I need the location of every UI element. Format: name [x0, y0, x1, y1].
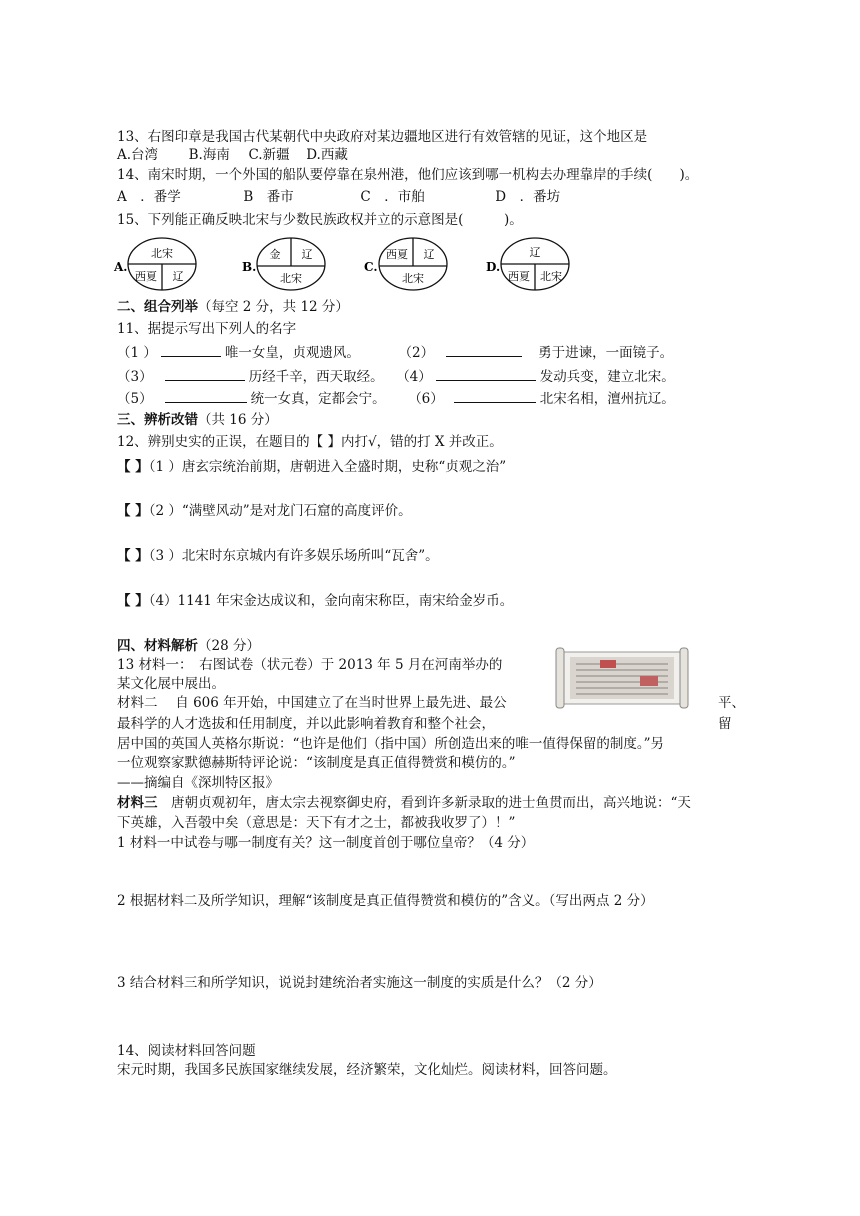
exam-scroll-image — [556, 646, 688, 710]
q11-row-1 — [117, 343, 673, 362]
judge-text-2: （2 ）“满壁风动”是对龙门石窟的高度评价。 — [148, 503, 412, 519]
diagram-b-cell-1: 金 — [269, 248, 281, 261]
diagram-d — [486, 238, 569, 290]
judge-text-3: （3 ）北宋时东京城内有许多娱乐场所叫“瓦舍”。 — [148, 548, 439, 564]
material-3-line-1 — [117, 794, 691, 812]
material-2-source: ——摘编自《深圳特区报》 — [117, 775, 279, 791]
diagram-a-cell-1: 北宋 — [151, 247, 173, 260]
section-4-note: （28 分） — [198, 638, 260, 654]
answer-bracket-2[interactable]: 【 】 — [117, 503, 149, 519]
diagram-d-letter: D. — [486, 260, 501, 274]
material-2-tail-2: 留 — [718, 716, 732, 732]
blank-6[interactable] — [454, 389, 536, 403]
sub-question-3: 3 结合材料三和所学知识，说说封建统治者实施这一制度的实质是什么？（2 分） — [117, 975, 602, 991]
section-4-heading — [117, 637, 260, 655]
answer-bracket-1[interactable]: 【 】 — [117, 459, 149, 475]
q11-row-2 — [117, 367, 675, 386]
material-1-line-1: 13 材料一： 右图试卷（状元卷）于 2013 年 5 月在河南举办的 — [117, 657, 503, 673]
option-c: C ．市舶 — [360, 189, 425, 205]
item-2-num: （2） — [398, 345, 435, 361]
material-3-line-2: 下英雄，入吾彀中矣（意思是：天下有才之士，都被我收罗了）！” — [117, 815, 516, 831]
blank-3[interactable] — [165, 367, 245, 381]
diagram-a-cell-2: 西夏 — [135, 270, 157, 283]
diagram-c-cell-1: 西夏 — [386, 248, 408, 261]
item-5-num: （5） — [117, 391, 153, 407]
judge-item-3 — [117, 547, 439, 565]
material-2-line-4: 一位观察家默德赫斯特评论说：“该制度是真正值得赞赏和模仿的。” — [117, 755, 516, 771]
judge-item-4 — [117, 592, 513, 610]
section-2-note: （每空 2 分，共 12 分） — [198, 299, 349, 315]
diagram-a — [113, 238, 196, 290]
section-2-heading — [117, 298, 349, 316]
q15-diagrams — [114, 234, 562, 298]
diagram-c-letter: C. — [364, 260, 378, 274]
judge-item-1 — [117, 458, 506, 476]
item-3-num: （3） — [117, 369, 153, 385]
q13-stem: 13、右图印章是我国古代某朝代中央政府对某边疆地区进行有效管辖的见证，这个地区是 — [117, 129, 648, 145]
section-3-title: 三、辨析改错 — [117, 412, 198, 428]
q14-stem: 14、南宋时期，一个外国的船队要停靠在泉州港，他们应该到哪一机构去办理靠岸的手续( )。 — [117, 167, 699, 183]
diagram-c-cell-3: 北宋 — [402, 272, 424, 285]
option-a: A ．番学 — [117, 189, 181, 205]
section-3-note: （共 16 分） — [198, 412, 278, 428]
option-b: B.海南 — [188, 147, 230, 163]
judge-text-1: （1 ）唐玄宗统治前期，唐朝进入全盛时期，史称“贞观之治” — [148, 459, 507, 475]
q15-stem: 15、下列能正确反映北宋与少数民族政权并立的示意图是( )。 — [117, 212, 523, 228]
q11-stem: 11、据提示写出下列人的名字 — [117, 321, 297, 337]
blank-1[interactable] — [161, 343, 221, 357]
section-2-title: 二、组合列举 — [117, 299, 198, 315]
material-1-line-2: 某文化展中展出。 — [117, 676, 225, 692]
diagram-b-letter: B. — [242, 260, 257, 274]
option-d: D.西藏 — [306, 147, 348, 163]
answer-bracket-4[interactable]: 【 】 — [117, 593, 149, 609]
diagram-b-cell-3: 北宋 — [280, 272, 302, 285]
sub-question-2: 2 根据材料二及所学知识，理解“该制度是真正值得赞赏和模仿的”含义。（写出两点 2 分） — [117, 893, 654, 909]
item-4-text: 发动兵变，建立北宋。 — [539, 369, 675, 385]
material-3-text-1: 唐朝贞观初年，唐太宗去视察御史府，看到许多新录取的进士鱼贯而出，高兴地说：“天 — [157, 795, 691, 811]
q12-stem: 12、辨别史实的正误，在题目的【 】内打√，错的打 X 并改正。 — [117, 434, 503, 450]
diagram-b-cell-2: 辽 — [301, 248, 313, 261]
material-2-line-2: 最科学的人才选拔和任用制度，并以此影响着教育和整个社会， — [117, 716, 495, 732]
option-d: D ．番坊 — [495, 189, 561, 205]
item-5-text: 统一女真，定都会宁。 — [250, 391, 386, 407]
blank-5[interactable] — [165, 389, 247, 403]
diagram-d-cell-3: 北宋 — [540, 270, 562, 283]
q13-options — [117, 146, 348, 164]
diagram-d-cell-2: 西夏 — [508, 270, 530, 283]
item-6-text: 北宋名相，澶州抗辽。 — [539, 391, 675, 407]
item-6-num: （6） — [408, 391, 444, 407]
material-2-tail-1: 平、 — [718, 695, 745, 711]
q14-reading-intro: 宋元时期，我国多民族国家继续发展，经济繁荣，文化灿烂。阅读材料，回答问题。 — [117, 1062, 617, 1078]
section-3-heading — [117, 411, 278, 429]
item-1-text: 唯一女皇，贞观遗风。 — [224, 345, 360, 361]
material-2-line-3: 居中国的英国人英格尔斯说：“也许是他们（指中国）所创造出来的唯一值得保留的制度。”另 — [117, 736, 665, 752]
answer-bracket-3[interactable]: 【 】 — [117, 548, 149, 564]
section-4-title: 四、材料解析 — [117, 638, 198, 654]
diagram-d-cell-1: 辽 — [529, 246, 541, 259]
diagram-a-cell-3: 辽 — [172, 270, 184, 283]
item-2-text: 勇于进谏，一面镜子。 — [538, 345, 674, 361]
item-4-num: （4） — [396, 369, 432, 385]
option-b: B 番市 — [243, 189, 294, 205]
diagram-a-letter: A. — [114, 260, 128, 274]
q11-row-3 — [117, 389, 675, 408]
diagram-c-cell-2: 辽 — [423, 248, 435, 261]
q14-options — [117, 188, 560, 206]
blank-2[interactable] — [446, 343, 522, 357]
judge-item-2 — [117, 502, 412, 520]
blank-4[interactable] — [436, 367, 536, 381]
option-a: A.台湾 — [117, 147, 159, 163]
diagram-c — [364, 238, 447, 290]
judge-text-4: （4）1141 年宋金达成议和，金向南宋称臣，南宋给金岁币。 — [148, 593, 514, 609]
item-1-num: （1 ） — [117, 345, 157, 361]
material-3-label: 材料三 — [117, 795, 158, 811]
material-2-line-1: 材料二 自 606 年开始，中国建立了在当时世界上最先进、最公 — [117, 695, 507, 711]
item-3-text: 历经千辛，西天取经。 — [248, 369, 384, 385]
sub-question-1: 1 材料一中试卷与哪一制度有关？这一制度首创于哪位皇帝？（4 分） — [117, 835, 535, 851]
diagram-b — [242, 238, 325, 290]
q14-reading-title: 14、阅读材料回答问题 — [117, 1043, 256, 1059]
option-c: C.新疆 — [248, 147, 290, 163]
